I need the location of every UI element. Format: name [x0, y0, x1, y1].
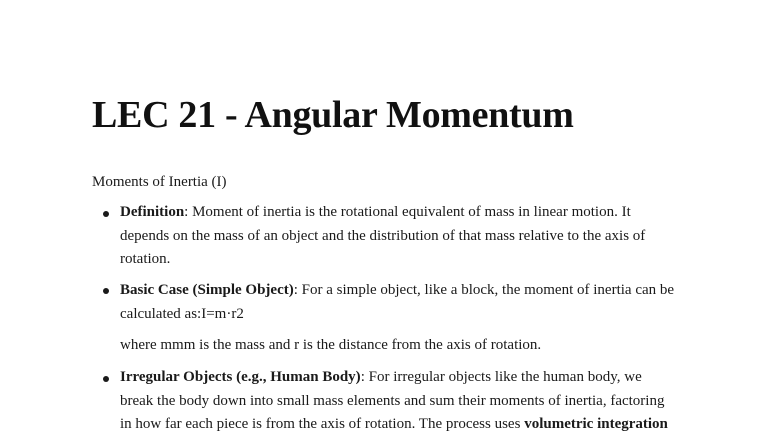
- page-title: LEC 21 - Angular Momentum: [92, 94, 574, 136]
- item-line: in how far each piece is from the axis of rotation. The process uses: [120, 416, 525, 432]
- emphasis-text: volumetric integration: [524, 416, 668, 432]
- list-item-text: [120, 201, 695, 272]
- item-line: : For irregular objects like the human body, we: [360, 369, 642, 385]
- text-line: [120, 366, 695, 390]
- bullet-dot: [103, 288, 109, 294]
- text-line: [120, 279, 695, 303]
- item-line: depends on the mass of an object and the distribution of that mass relative to the axis of: [120, 227, 646, 244]
- item-term: Irregular Objects (e.g., Human Body): [120, 369, 361, 385]
- bullet-dot: [103, 211, 109, 217]
- followup-paragraph: where mmm is the mass and r is the distance from the axis of rotation.: [120, 337, 542, 353]
- bullet-dot: [103, 376, 109, 382]
- item-term: Definition: [120, 204, 185, 220]
- text-line: [120, 201, 695, 225]
- item-line: rotation.: [120, 251, 171, 267]
- item-line: : For a simple object, like a block, the moment of inertia can be: [293, 282, 675, 298]
- item-term: Basic Case (Simple Object): [120, 282, 294, 298]
- list-item-text: [120, 279, 695, 326]
- item-line: calculated as:I=m·r2: [120, 305, 244, 322]
- section-heading: Moments of Inertia (I): [92, 174, 227, 190]
- item-line: break the body down into small mass elements and sum their moments of inertia, factoring: [120, 392, 665, 409]
- list-item-text: [120, 366, 695, 437]
- text-line: [120, 413, 695, 437]
- item-line: : Moment of inertia is the rotational equivalent of mass in linear motion. It: [184, 204, 631, 220]
